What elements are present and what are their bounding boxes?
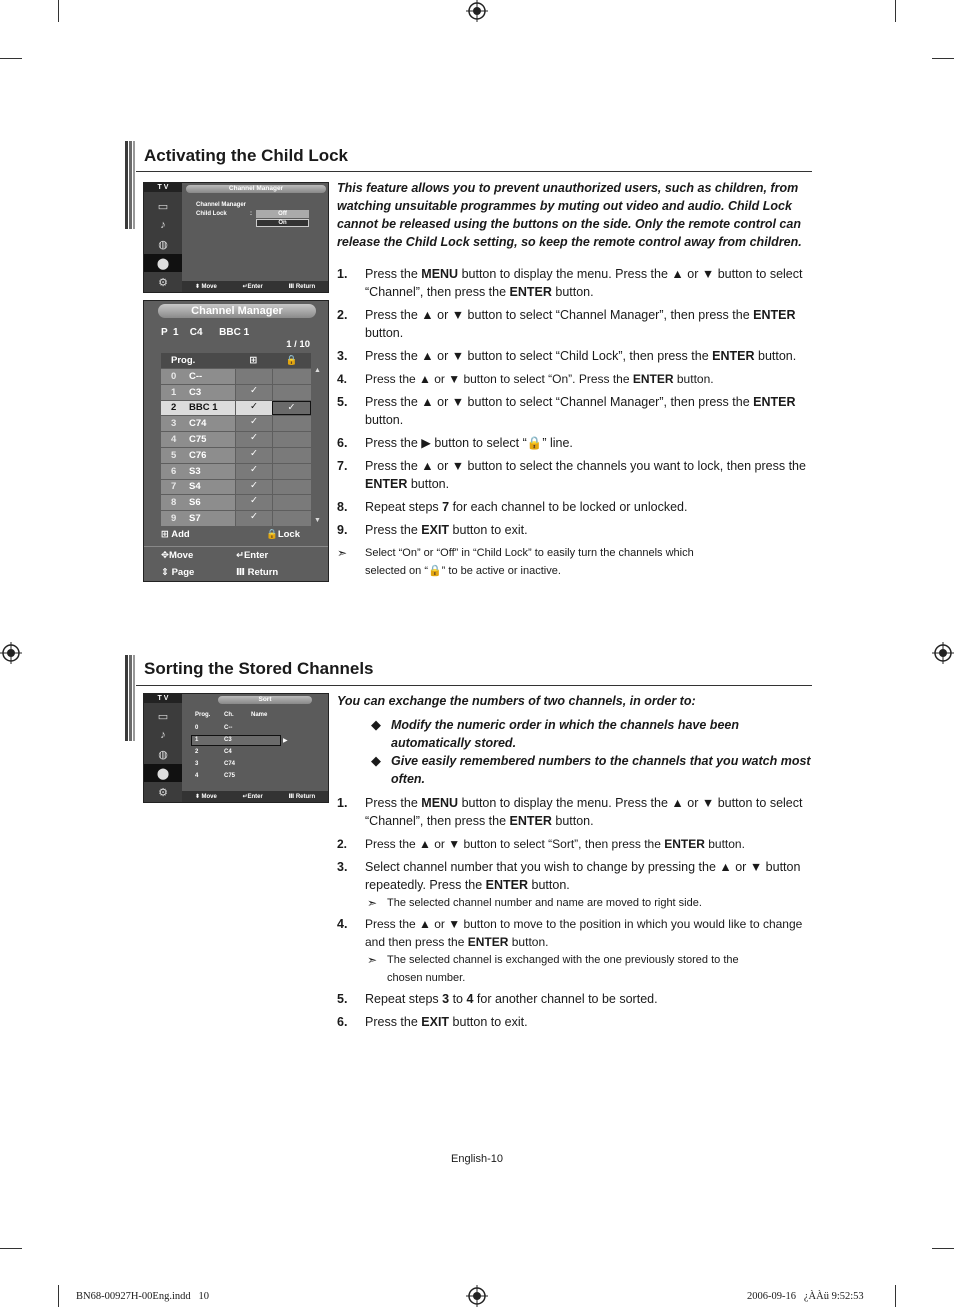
step: 4. Press the ▲ or ▼ button to select “On”. Press the ENTER button. <box>337 372 714 386</box>
section-bar <box>125 141 135 229</box>
table-row: 1 C3 ✓ <box>161 384 311 400</box>
step: 9. Press the EXIT button to exit. <box>337 523 528 537</box>
cm-table <box>161 353 311 526</box>
crop-mark <box>932 1248 954 1249</box>
foot-move: ✥Move <box>161 550 194 561</box>
scroll-down-icon: ▼ <box>314 517 321 524</box>
check-icon: ✓ <box>235 495 272 510</box>
table-row: 8 S6 ✓ <box>161 494 311 510</box>
section1-body <box>337 179 812 580</box>
sound-icon: ♪ <box>160 729 166 741</box>
input-icon: ⚙ <box>158 276 168 289</box>
step: 3. Select channel number that you wish to change by pressing the ▲ or ▼ button repeatedly. Press the ENTER button. <box>337 860 801 892</box>
intro-text: This feature allows you to prevent unauthorized users, such as children, from watching unsuitable programmes by muting out video and audio. Child Lock cannot be released using the buttons on the side. Only the remote control can release the Child Lock setting, so keep the remote control away from children. <box>337 181 802 249</box>
step: 5. Repeat steps 3 to 4 for another channel to be sorted. <box>337 992 658 1006</box>
slug-timestamp: 2006-09-16 ¿ÀÀü 9:52:53 <box>747 1291 864 1302</box>
input-icon: ⚙ <box>158 786 168 799</box>
osd-channel-manager-list <box>143 300 329 582</box>
channel-icon: ◍ <box>158 238 168 251</box>
menu-item-channel-manager: Channel Manager <box>196 202 247 208</box>
table-row: 6 S3 ✓ <box>161 463 311 479</box>
step: 8. Repeat steps 7 for each channel to be locked or unlocked. <box>337 500 688 514</box>
foot-enter: ↵Enter <box>236 550 269 561</box>
check-icon: ✓ <box>235 480 272 495</box>
check-icon: ✓ <box>235 432 272 447</box>
header-name: Name <box>251 712 268 718</box>
note: ➣ The selected channel is exchanged with the one previously stored to the chosen number. <box>337 951 812 987</box>
table-row: 3 C74 ✓ <box>161 415 311 431</box>
step: 4. Press the ▲ or ▼ button to move to the position in which you would like to change and then press the ENTER button. <box>337 917 803 949</box>
crop-mark <box>895 0 896 22</box>
intro-text: You can exchange the numbers of two channels, in order to: <box>337 694 696 708</box>
lock-label: 🔒Lock <box>266 529 301 540</box>
section-rule <box>136 685 812 686</box>
cm-channel-info: P 1 C4 BBC 1 <box>161 327 250 338</box>
cm-footer-row1 <box>161 550 311 561</box>
cm-footer-row2 <box>161 567 311 578</box>
crop-mark <box>58 1285 59 1307</box>
arrow-right-icon: ▶ <box>283 738 288 744</box>
header-ch: Ch. <box>224 712 234 718</box>
tv-label: T V <box>144 694 182 703</box>
crop-mark <box>0 58 22 59</box>
sound-icon: ♪ <box>160 219 166 231</box>
option-on: On <box>256 219 309 227</box>
registration-mark-icon <box>466 1285 488 1307</box>
step: 1. Press the MENU button to display the menu. Press the ▲ or ▼ button to select “Channel”, then press the ENTER button. <box>337 796 803 828</box>
cm-page-count: 1 / 10 <box>286 339 310 350</box>
foot-move: ⬍ Move <box>194 284 217 290</box>
scroll-up-icon: ▲ <box>314 367 321 374</box>
cm-actions <box>161 529 311 540</box>
foot-return: Ⅲ Return <box>288 284 316 290</box>
colon: : <box>250 211 252 217</box>
registration-mark-icon <box>932 642 954 664</box>
list-item: 2 C4 <box>195 749 232 755</box>
slug-filename: BN68-00927H-00Eng.indd 10 <box>76 1291 209 1302</box>
check-icon: ✓ <box>235 416 272 431</box>
foot-enter: ↵Enter <box>242 284 263 290</box>
section-bar <box>125 655 135 741</box>
section-title: Sorting the Stored Channels <box>144 659 374 678</box>
registration-mark-icon <box>0 642 22 664</box>
note: ➣ Select “On” or “Off” in “Child Lock” to easily turn the channels which selected on “🔒” to be active or inactive. <box>337 544 812 580</box>
foot-enter: ↵Enter <box>242 794 263 800</box>
osd-title: Sort <box>218 696 312 704</box>
tv-label: T V <box>144 183 182 192</box>
page-number: English-10 <box>451 1153 503 1165</box>
picture-icon: ▭ <box>157 710 169 723</box>
step: 6. Press the ▶ button to select “🔒” line. <box>337 436 573 450</box>
note-arrow-icon: ➣ <box>367 953 378 967</box>
step: 2. Press the ▲ or ▼ button to select “Sort”, then press the ENTER button. <box>337 837 745 851</box>
table-row: 5 C76 ✓ <box>161 447 311 463</box>
option-off: Off <box>256 210 309 218</box>
table-row: 2 BBC 1 ✓ ✓ <box>161 400 311 416</box>
channel-icon: ◍ <box>158 748 168 761</box>
crop-mark <box>932 58 954 59</box>
osd-footer <box>182 281 328 292</box>
osd-title: Channel Manager <box>186 185 326 193</box>
check-icon: ✓ <box>235 448 272 463</box>
check-icon: ✓ <box>235 401 272 416</box>
foot-return: Ⅲ Return <box>288 794 316 800</box>
cm-table-header <box>161 353 311 368</box>
cm-title: Channel Manager <box>158 304 316 318</box>
crop-mark <box>0 1248 22 1249</box>
check-icon: ✓ <box>272 401 311 416</box>
foot-move: ⬍ Move <box>194 794 217 800</box>
table-row: 0 C-- <box>161 368 311 384</box>
add-label: ⊞ Add <box>161 529 190 540</box>
add-column-icon: ⊞ <box>249 355 258 366</box>
note: ➣ The selected channel number and name are moved to right side. <box>367 896 702 910</box>
list-item: 4 C75 <box>195 773 236 779</box>
lock-column-icon: 🔒 <box>285 355 298 366</box>
osd-sort-menu <box>143 693 329 803</box>
registration-mark-icon <box>466 0 488 22</box>
note-arrow-icon: ➣ <box>337 546 348 560</box>
osd-channel-manager-menu <box>143 182 329 293</box>
divider <box>144 546 328 547</box>
crop-mark <box>58 0 59 22</box>
setup-icon: ⬤ <box>144 254 182 272</box>
bullet-item: ◆ Modify the numeric order in which the channels have been automatically stored. <box>337 716 812 752</box>
diamond-bullet-icon: ◆ <box>371 753 381 768</box>
step: 7. Press the ▲ or ▼ button to select the channels you want to lock, then press the ENTER button. <box>337 459 806 491</box>
list-item-selected: 1 C3 <box>191 735 281 746</box>
bullet-item: ◆ Give easily remembered numbers to the channels that you watch most often. <box>337 752 812 788</box>
crop-mark <box>895 1285 896 1307</box>
check-icon: ✓ <box>235 511 272 526</box>
setup-icon: ⬤ <box>144 764 182 782</box>
note-arrow-icon: ➣ <box>367 896 378 910</box>
header-prog: Prog. <box>195 712 211 718</box>
section-title: Activating the Child Lock <box>144 146 349 165</box>
section2-body <box>337 692 812 1031</box>
menu-item-child-lock: Child Lock <box>196 211 227 217</box>
section-rule <box>136 171 812 172</box>
table-row: 9 S7 ✓ <box>161 510 311 526</box>
step: 3. Press the ▲ or ▼ button to select “Child Lock”, then press the ENTER button. <box>337 349 797 363</box>
table-row: 7 S4 ✓ <box>161 479 311 495</box>
step: 1. Press the MENU button to display the menu. Press the ▲ or ▼ button to select “Channel”, then press the ENTER button. <box>337 267 803 299</box>
foot-return: Ⅲ Return <box>236 567 279 578</box>
picture-icon: ▭ <box>157 200 169 213</box>
foot-page: ⇕ Page <box>161 567 195 578</box>
step: 5. Press the ▲ or ▼ button to select “Channel Manager”, then press the ENTER button. <box>337 395 796 427</box>
list-item: 0 C-- <box>195 725 233 731</box>
check-icon: ✓ <box>235 464 272 479</box>
step: 2. Press the ▲ or ▼ button to select “Channel Manager”, then press the ENTER button. <box>337 308 796 340</box>
step: 6. Press the EXIT button to exit. <box>337 1015 528 1029</box>
list-item: 3 C74 <box>195 761 236 767</box>
table-row: 4 C75 ✓ <box>161 431 311 447</box>
osd-footer <box>182 791 328 802</box>
header-prog: Prog. <box>171 355 196 366</box>
diamond-bullet-icon: ◆ <box>371 717 381 732</box>
check-icon: ✓ <box>235 385 272 400</box>
